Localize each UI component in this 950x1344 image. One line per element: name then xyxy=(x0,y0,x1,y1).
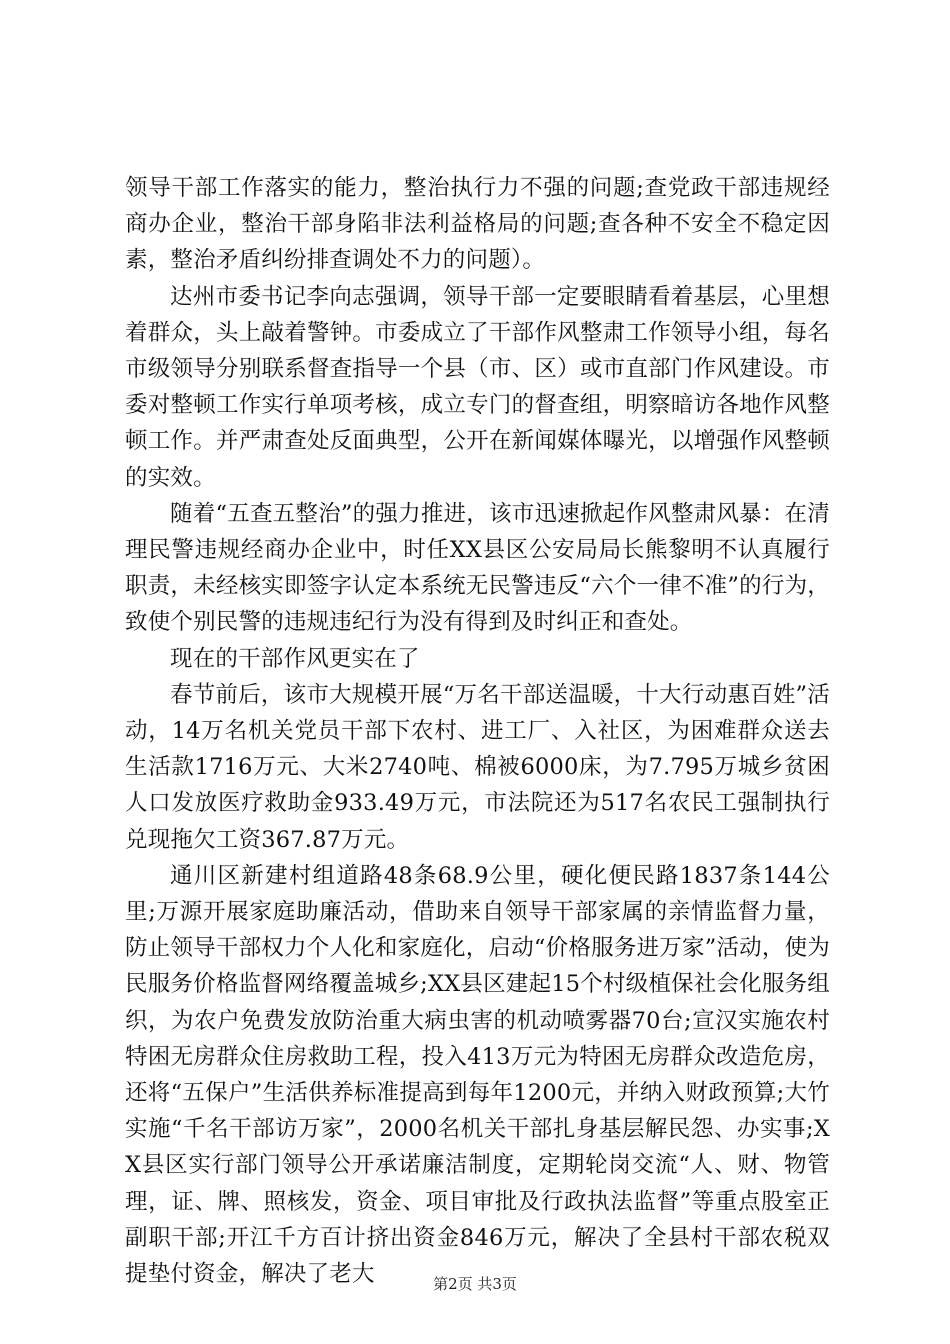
paragraph-party-secretary: 达州市委书记李向志强调，领导干部一定要眼睛看着基层，心里想着群众，头上敲着警钟。市委成立了干部作风整肃工作领导小组，每名市级领导分别联系督查指导一个县（市、区）或市直部门作风建设。市委对整顿工作实行单项考核，成立专门的督查组，明察暗访各地作风整顿工作。并严肃查处反面典型，公开在新闻媒体曝光，以增强作风整顿的实效。 xyxy=(125,283,830,491)
paragraph-continuation: 领导干部工作落实的能力，整治执行力不强的问题;查党政干部违规经商办企业，整治干部身陷非法利益格局的问题;查各种不安全不稳定因素，整治矛盾纠纷排查调处不力的问题）。 xyxy=(125,175,830,274)
paragraph-rectification-storm: 随着“五查五整治”的强力推进，该市迅速掀起作风整肃风暴：在清理民警违规经商办企业中，时任XX县区公安局局长熊黎明不认真履行职责，未经核实即签字认定本系统无民警违反“六个一律不准”的行为，致使个别民警的违规违纪行为没有得到及时纠正和查处。 xyxy=(125,500,830,636)
section-heading: 现在的干部作风更实在了 xyxy=(170,645,420,672)
document-body xyxy=(125,170,830,1292)
paragraph-spring-festival: 春节前后，该市大规模开展“万名干部送温暖，十大行动惠百姓”活动，14万名机关党员干部下农村、进工厂、入社区，为困难群众送去生活款1716万元、大米2740吨、棉被6000床，为7.795万城乡贫困人口发放医疗救助金933.49万元，市法院还为517名农民工强制执行兑现拖欠工资367.87万元。 xyxy=(125,681,830,853)
paragraph-tongchuan-district: 通川区新建村组道路48条68.9公里，硬化便民路1837条144公里;万源开展家庭助廉活动，借助来自领导干部家属的亲情监督力量，防止领导干部权力个人化和家庭化，启动“价格服务进万家”活动，使为民服务价格监督网络覆盖城乡;XX县区建起15个村级植保社会化服务组织，为农户免费发放防治重大病虫害的机动喷雾器70台;宣汉实施农村特困无房群众住房救助工程，投入413万元为特困无房群众改造危房，还将“五保户”生活供养标准提高到每年1200元，并纳入财政预算;大竹实施“千名干部访万家”，2000名机关干部扎身基层解民怨、办实事;XX县区实行部门领导公开承诺廉洁制度，定期轮岗交流“人、财、物管理，证、牌、照核发，资金、项目审批及行政执法监督”等重点股室正副职干部;开江千方百计挤出资金846万元，解决了全县村干部农税双提垫付资金，解决了老大 xyxy=(125,862,830,1288)
page-number-footer: 第2页 共3页 xyxy=(433,1275,517,1293)
